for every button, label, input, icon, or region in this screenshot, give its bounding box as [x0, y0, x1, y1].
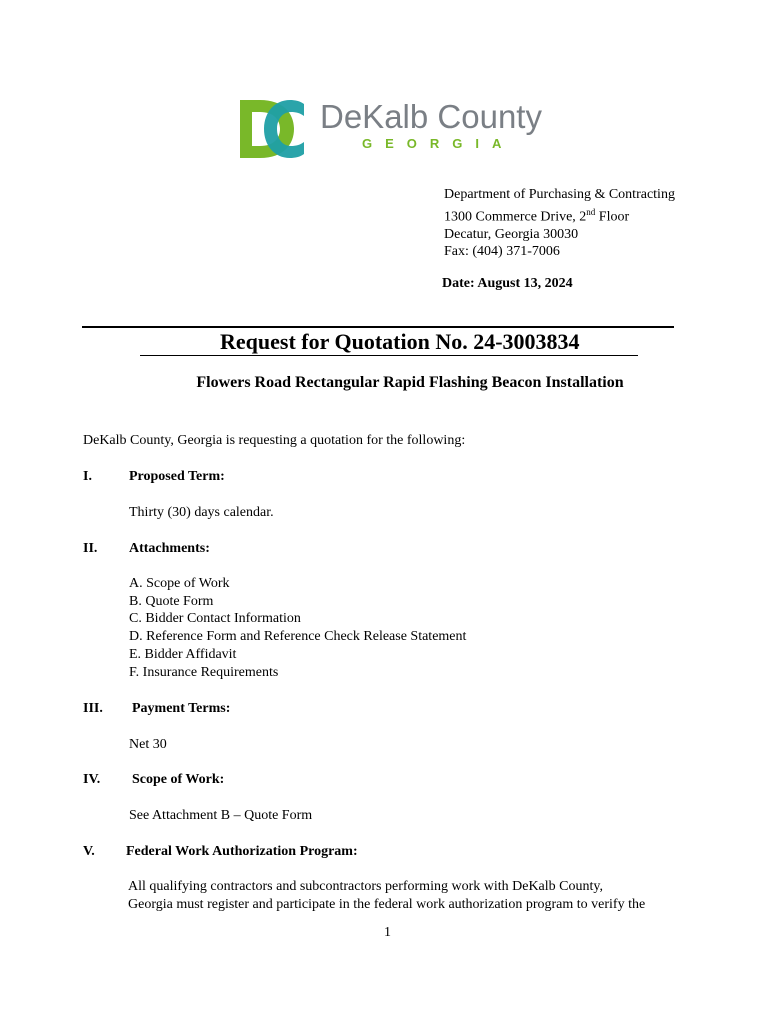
city-state-zip: Decatur, Georgia 30030	[444, 226, 579, 242]
document-date: Date: August 13, 2024	[442, 276, 573, 291]
section-number-attachments: II.	[83, 541, 98, 556]
attachments-list	[129, 575, 466, 681]
section-number-term: I.	[83, 469, 92, 484]
section-body-term: Thirty (30) days calendar.	[129, 505, 274, 520]
list-item: F. Insurance Requirements	[129, 664, 279, 680]
horizontal-rule	[82, 326, 674, 328]
address-block	[444, 186, 675, 261]
fax-number: Fax: (404) 371-7006	[444, 244, 560, 260]
section-body-federal	[128, 878, 645, 913]
project-subtitle: Flowers Road Rectangular Rapid Flashing Beacon Installation	[196, 374, 624, 391]
intro-text: DeKalb County, Georgia is requesting a quotation for the following:	[83, 433, 466, 448]
page-number: 1	[384, 925, 391, 940]
department-name: Department of Purchasing & Contracting	[444, 187, 675, 202]
paragraph-line: All qualifying contractors and subcontractors performing work with DeKalb County,	[128, 879, 603, 894]
section-body-scope: See Attachment B – Quote Form	[129, 808, 313, 823]
section-heading-payment: Payment Terms:	[132, 701, 231, 716]
logo-subtitle: GEORGIA	[362, 136, 515, 151]
dc-monogram-icon	[238, 98, 318, 160]
list-item: B. Quote Form	[129, 593, 214, 609]
page-title: Request for Quotation No. 24-3003834	[140, 329, 638, 356]
section-heading-attachments: Attachments:	[129, 541, 210, 556]
dekalb-county-logo	[238, 98, 548, 160]
section-number-federal: V.	[83, 844, 95, 859]
paragraph-line: Georgia must register and participate in the federal work authorization program to verify the	[128, 896, 646, 912]
street-address: 1300 Commerce Drive, 2nd Floor	[444, 206, 630, 225]
logo-name: DeKalb County	[320, 98, 542, 135]
list-item: E. Bidder Affidavit	[129, 646, 237, 662]
list-item: A. Scope of Work	[129, 576, 230, 591]
section-heading-scope: Scope of Work:	[132, 772, 225, 787]
section-heading-federal: Federal Work Authorization Program:	[126, 844, 358, 859]
section-number-payment: III.	[83, 701, 103, 716]
section-heading-term: Proposed Term:	[129, 469, 225, 484]
section-body-payment: Net 30	[129, 737, 167, 752]
list-item: C. Bidder Contact Information	[129, 611, 301, 627]
list-item: D. Reference Form and Reference Check Release Statement	[129, 629, 467, 645]
section-number-scope: IV.	[83, 772, 101, 787]
